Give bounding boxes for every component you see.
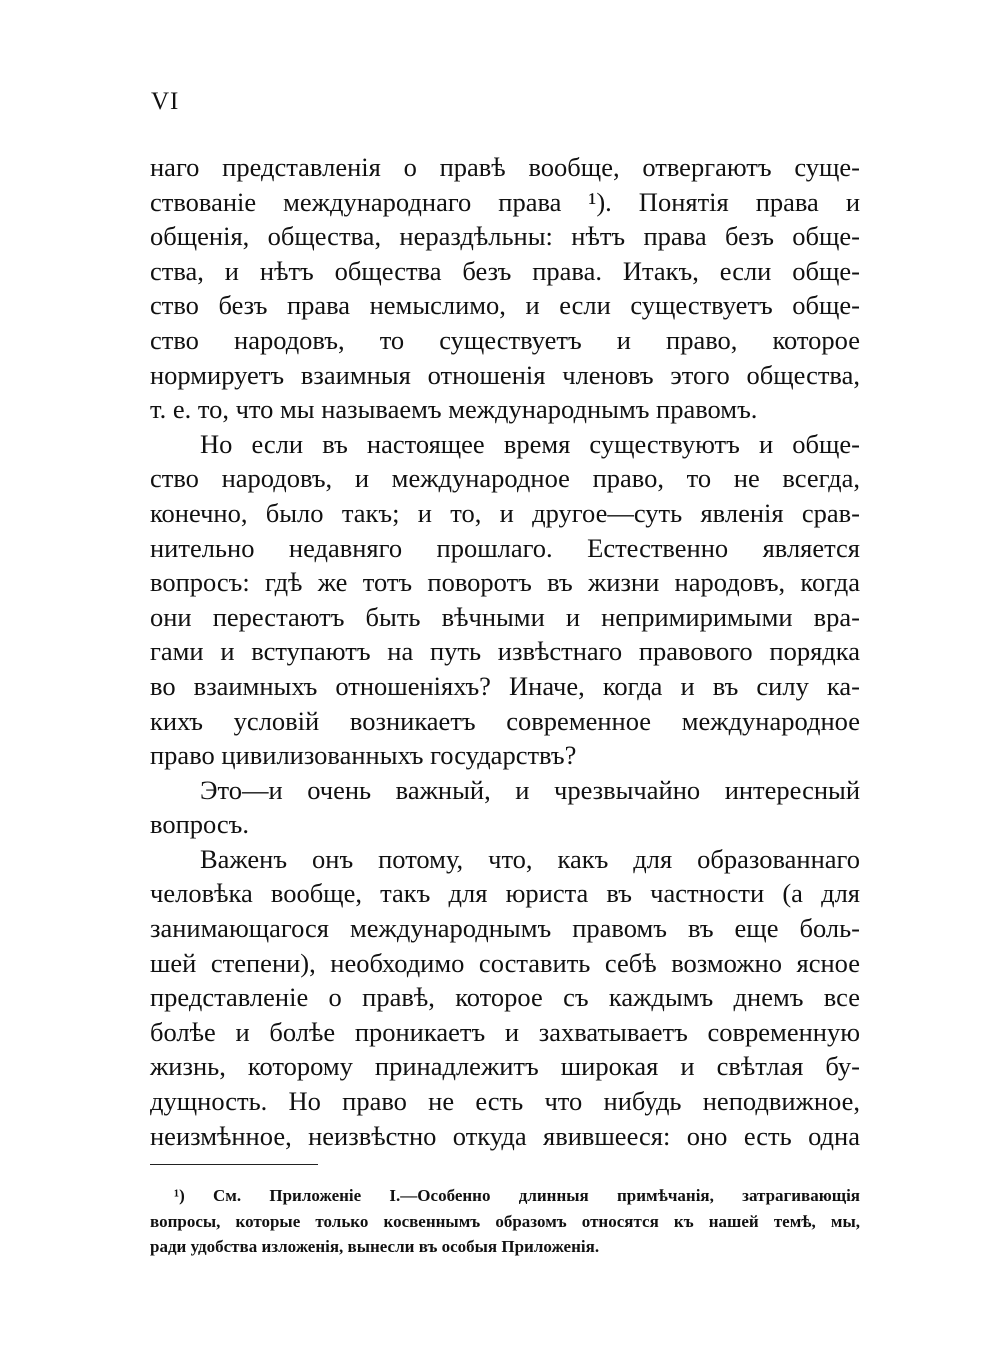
text-line: вопросъ. — [150, 809, 250, 840]
page-number: VI — [151, 88, 180, 115]
text-line: ство народовъ, то существуетъ и право, которое — [150, 324, 860, 355]
text-line: представленіе о правѣ, которое съ каждымъ днемъ все — [150, 982, 860, 1013]
footnote-line: вопросы, которые только косвеннымъ образомъ относятся къ нашей темѣ, мы, — [150, 1211, 860, 1231]
text-line: ствованіе международнаго права ¹). Понятія права и — [150, 186, 860, 217]
text-line: занимающагося международнымъ правомъ въ еще боль- — [150, 913, 860, 944]
text-line: Это—и очень важный, и чрезвычайно интересный — [200, 774, 860, 805]
text-line: болѣе и болѣе проникаетъ и захватываетъ современную — [150, 1016, 860, 1047]
text-line: дущность. Но право не есть что нибудь неподвижное, — [150, 1086, 860, 1117]
text-line: ства, и нѣтъ общества безъ права. Итакъ, если обще- — [150, 255, 860, 286]
text-line: человѣка вообще, такъ для юриста въ частности (а для — [150, 878, 860, 909]
text-line: нительно недавняго прошлаго. Естественно является — [150, 532, 860, 563]
text-line: конечно, было такъ; и то, и другое—суть явленія срав- — [150, 497, 860, 528]
text-line: право цивилизованныхъ государствъ? — [150, 740, 577, 771]
text-line: вопросъ: гдѣ же тотъ поворотъ въ жизни народовъ, когда — [150, 567, 860, 598]
text-line: наго представленія о правѣ вообще, отвергаютъ суще- — [150, 152, 860, 182]
text-line: во взаимныхъ отношеніяхъ? Иначе, когда и въ силу ка- — [150, 670, 860, 701]
text-line: ство народовъ, и международное право, то не всегда, — [150, 463, 860, 494]
text-line: общенія, общества, нераздѣльны: нѣтъ права безъ обще- — [150, 221, 860, 252]
text-line: они перестаютъ быть вѣчными и непримиримыми вра- — [150, 601, 860, 632]
footnote-divider — [150, 1164, 318, 1165]
text-line: ство безъ права немыслимо, и если существуетъ обще- — [150, 290, 860, 321]
text-line: Но если въ настоящее время существуютъ и обще- — [200, 428, 860, 459]
footnote — [150, 1183, 860, 1260]
footnote-line: ¹) См. Приложеніе I.—Особенно длинныя примѣчанія, затрагивающія — [174, 1186, 860, 1205]
text-line: нормируетъ взаимныя отношенія членовъ этого общества, — [150, 359, 860, 390]
text-line: гами и вступаютъ на путь извѣстнаго правового порядка — [150, 636, 860, 667]
text-line: Важенъ онъ потому, что, какъ для образованнаго — [200, 843, 860, 874]
text-line: жизнь, которому принадлежитъ широкая и свѣтлая бу- — [150, 1051, 860, 1082]
text-line: неизмѣнное, неизвѣстно откуда явившееся: оно есть одна — [150, 1120, 860, 1151]
text-line: т. е. то, что мы называемъ международнымъ правомъ. — [150, 394, 758, 425]
footnote-line: ради удобства изложенія, вынесли въ особыя Приложенія. — [150, 1237, 600, 1256]
body-text — [150, 150, 860, 1153]
text-line: шей степени), необходимо составить себѣ возможно ясное — [150, 947, 860, 978]
text-line: кихъ условій возникаетъ современное международное — [150, 705, 860, 736]
